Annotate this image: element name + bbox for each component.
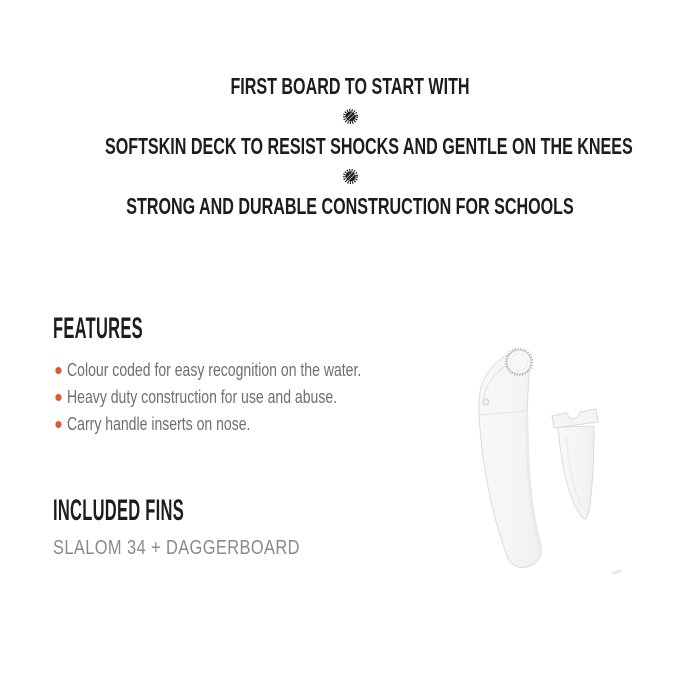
feature-item-text: Heavy duty construction for use and abuse. bbox=[67, 387, 338, 407]
fins-illustration bbox=[465, 338, 635, 578]
feature-item-text: Carry handle inserts on nose. bbox=[67, 414, 251, 434]
features-title: FEATURES bbox=[53, 312, 143, 345]
headline-separator bbox=[0, 101, 700, 131]
features-section bbox=[53, 314, 448, 438]
daggerboard-graphic bbox=[479, 349, 541, 568]
fins-product-image bbox=[465, 338, 635, 578]
headline-section bbox=[0, 71, 700, 221]
bullet-icon bbox=[55, 394, 61, 401]
headline-line-2: SOFTSKIN DECK TO RESIST SHOCKS AND GENTLE ON THE KNEES bbox=[105, 133, 633, 159]
shadow-smudge bbox=[611, 569, 623, 575]
included-fins-title: INCLUDED FINS bbox=[53, 494, 184, 527]
headline-separator bbox=[0, 161, 700, 191]
bullet-icon bbox=[55, 367, 61, 374]
feature-item-text: Colour coded for easy recognition on the water. bbox=[67, 360, 362, 380]
headline-line-3: STRONG AND DURABLE CONSTRUCTION FOR SCHOOLS bbox=[126, 193, 574, 219]
bullet-icon bbox=[55, 421, 61, 428]
pivot-hole bbox=[483, 399, 489, 405]
scribble-dot-icon bbox=[342, 108, 359, 125]
feature-item bbox=[53, 357, 361, 384]
fin-head bbox=[552, 409, 598, 428]
feature-item bbox=[53, 384, 361, 411]
slalom-fin-graphic bbox=[552, 409, 598, 519]
scribble-dot-icon bbox=[342, 168, 359, 185]
included-fins-value: SLALOM 34 + DAGGERBOARD bbox=[53, 537, 300, 559]
feature-item bbox=[53, 411, 361, 438]
headline-line-1: FIRST BOARD TO START WITH bbox=[230, 73, 470, 99]
features-list bbox=[53, 357, 361, 438]
included-fins-section bbox=[53, 496, 354, 558]
